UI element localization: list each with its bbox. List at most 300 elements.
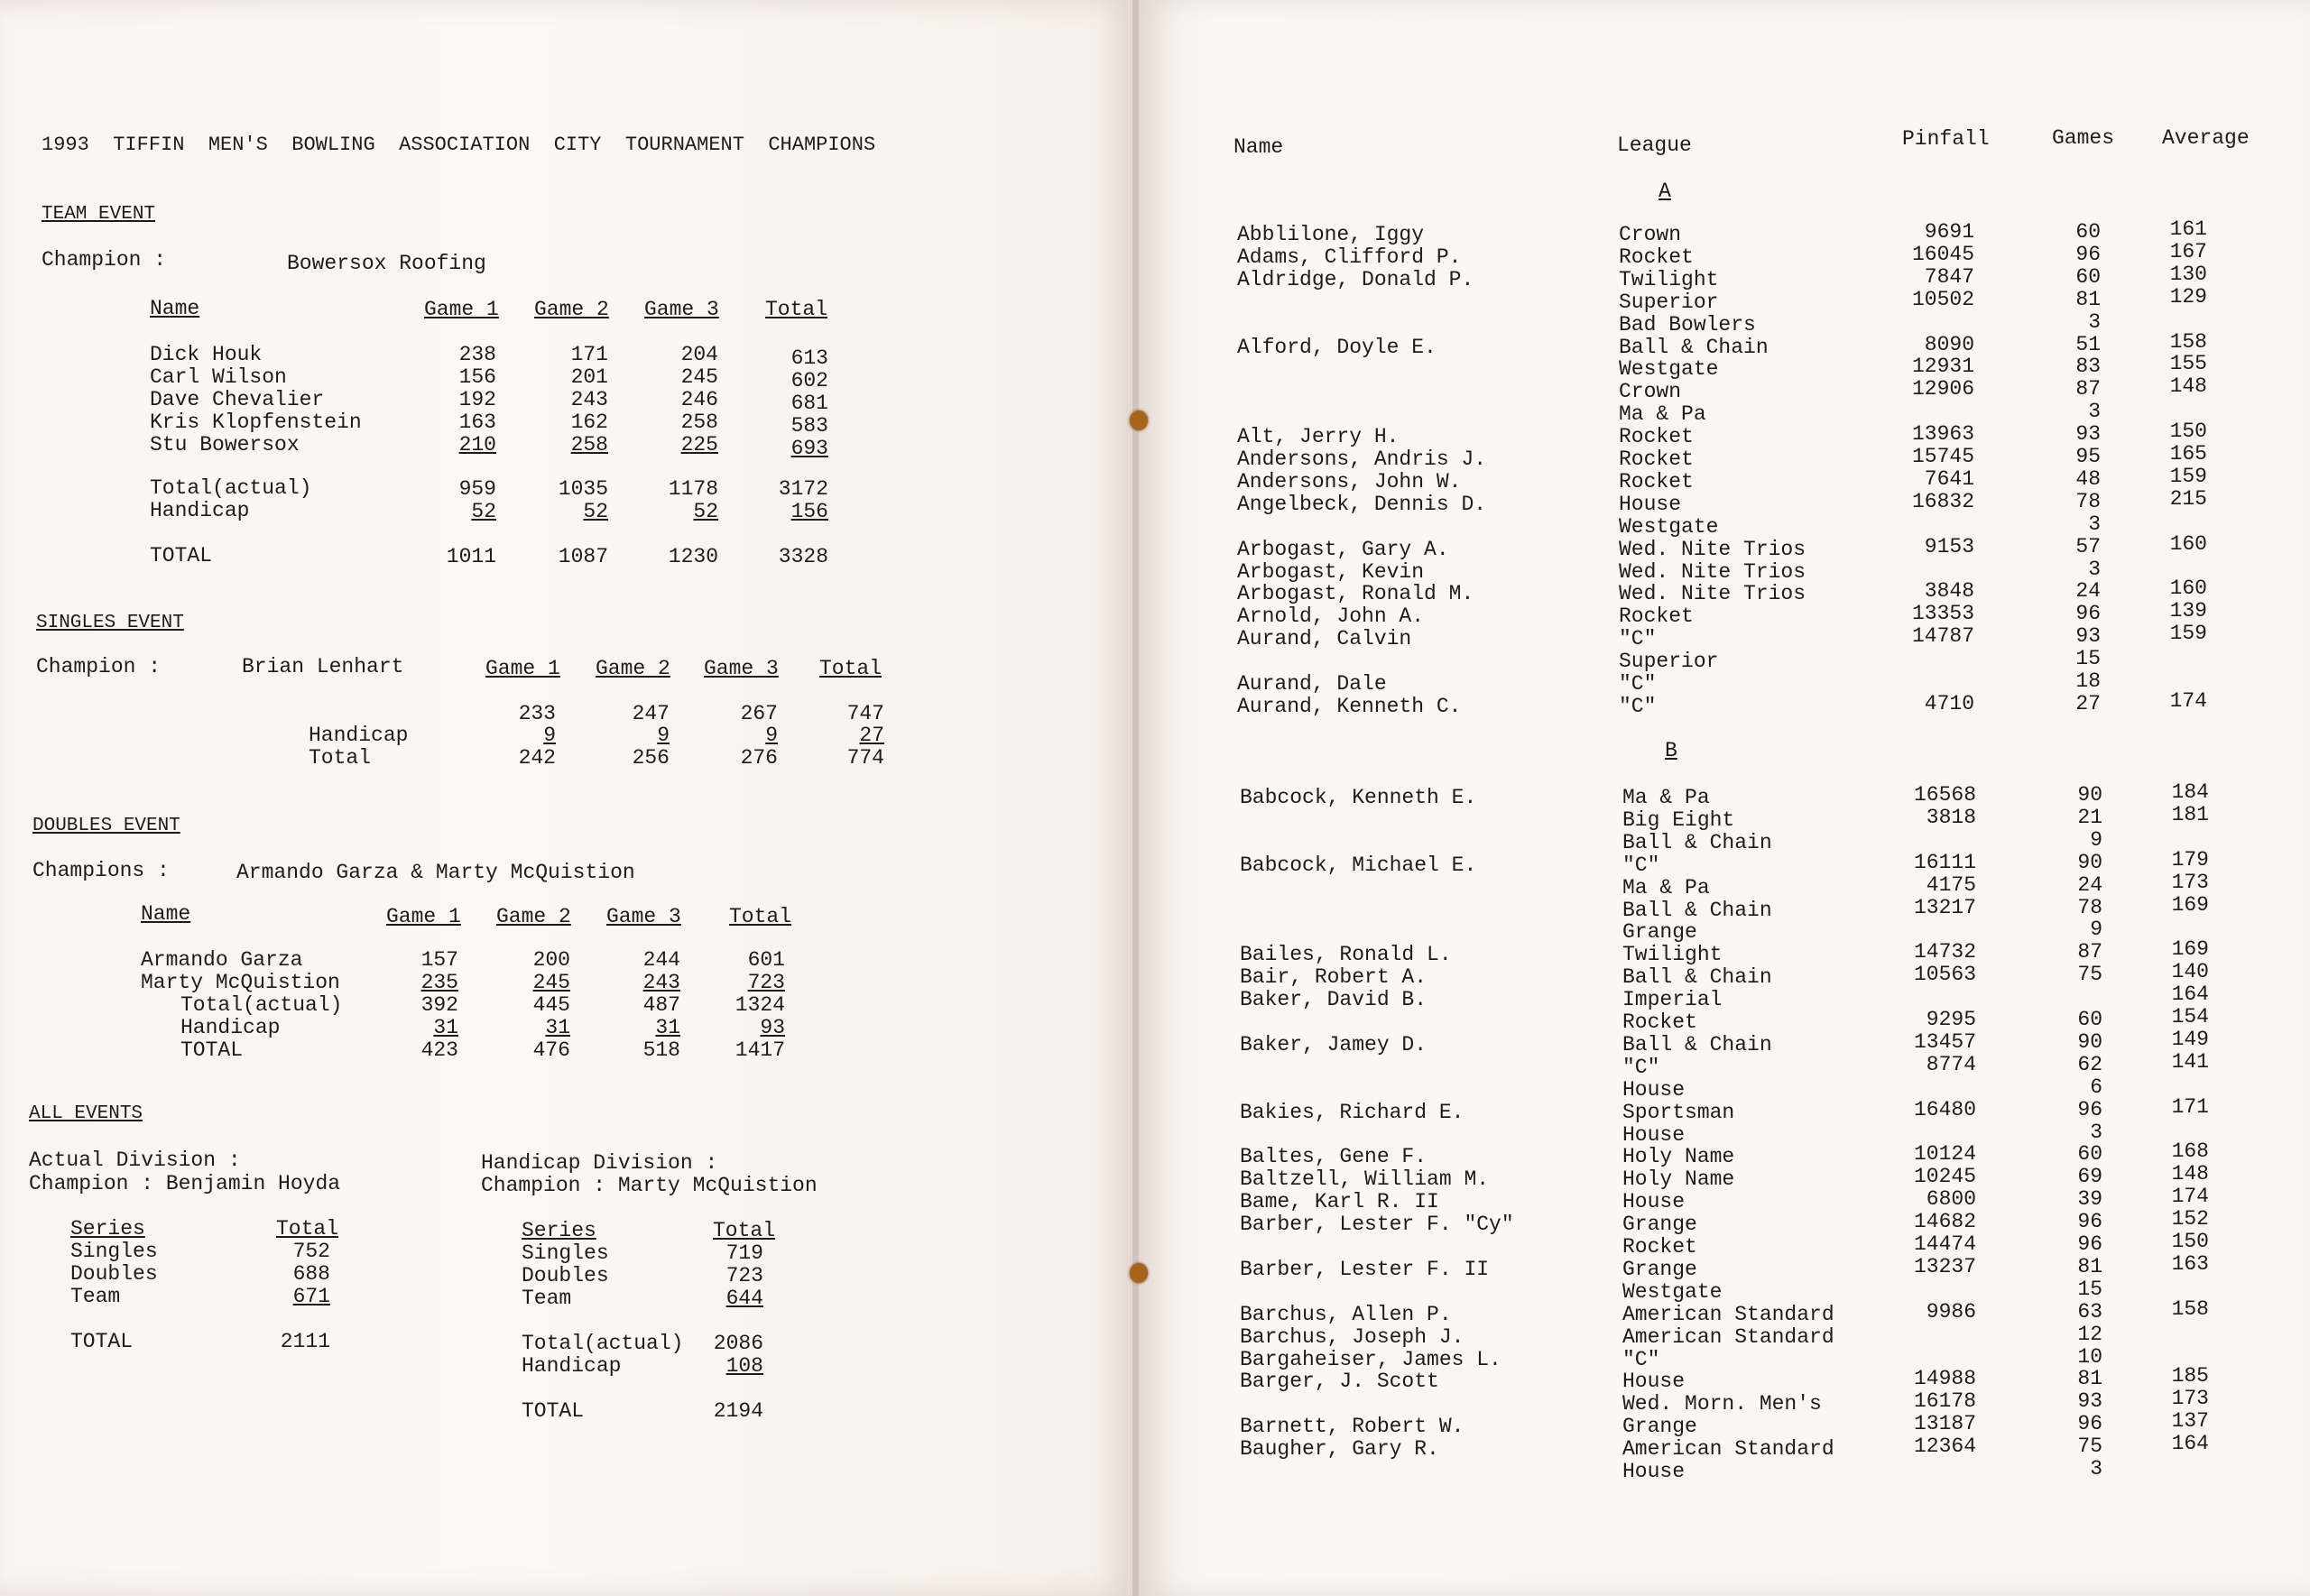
bowler-name: Andersons, John W.: [1237, 469, 1462, 494]
games-value: 24: [2077, 872, 2102, 897]
doubles-handicap-score: 93: [760, 1016, 785, 1039]
team-score: 245: [680, 365, 718, 389]
games-value: 6: [2090, 1075, 2102, 1099]
games-value: 57: [2075, 534, 2101, 558]
games-value: 96: [2077, 1097, 2102, 1121]
league-name: Holy Name: [1622, 1145, 1735, 1169]
team-champion-label: Champion :: [42, 248, 167, 272]
league-name: Wed. Nite Trios: [1619, 582, 1806, 606]
team-total-score: 1087: [558, 545, 608, 568]
doubles-header-game: Game 2: [496, 905, 571, 928]
league-name: House: [1622, 1460, 1686, 1483]
pinfall-value: 16111: [1913, 850, 1976, 874]
league-name: House: [1622, 1077, 1686, 1102]
header-pinfall: Pinfall: [1902, 127, 1990, 151]
league-name: American Standard: [1622, 1437, 1834, 1462]
handicap-series-total: 723: [725, 1264, 763, 1287]
league-name: Wed. Nite Trios: [1619, 559, 1806, 584]
singles-header: Total: [819, 657, 882, 680]
team-total-score: 1011: [446, 545, 496, 568]
league-name: "C": [1622, 1347, 1660, 1371]
league-name: House: [1622, 1370, 1686, 1394]
singles-handicap-score: 9: [543, 724, 556, 747]
bowler-name: Aldridge, Donald P.: [1237, 267, 1474, 291]
games-value: 51: [2075, 332, 2101, 356]
team-champion: Bowersox Roofing: [287, 252, 486, 275]
handicap-division-champion: Champion : Marty McQuistion: [481, 1174, 818, 1197]
league-name: Ball & Chain: [1622, 1032, 1772, 1056]
pinfall-value: 10124: [1913, 1142, 1976, 1167]
team-member-name: Dick Houk: [150, 343, 263, 366]
team-handicap-score: 156: [790, 500, 828, 523]
league-name: Grange: [1622, 1415, 1697, 1439]
team-score: 238: [458, 343, 496, 366]
actual-series-total: 688: [292, 1262, 330, 1286]
games-value: 90: [2077, 783, 2102, 807]
actual-series-label: Singles: [70, 1240, 158, 1263]
pinfall-value: 4710: [1924, 691, 1974, 715]
team-score: 192: [458, 388, 496, 411]
bowler-name: Aurand, Dale: [1237, 672, 1387, 696]
league-name: "C": [1622, 1055, 1660, 1079]
actual-total-value: 2111: [280, 1330, 330, 1353]
pinfall-value: 8774: [1926, 1052, 1976, 1076]
average-value: 164: [2171, 1432, 2209, 1456]
bowler-name: Barber, Lester F. "Cy": [1240, 1213, 1514, 1237]
league-name: Ma & Pa: [1622, 786, 1710, 809]
team-member-name: Kris Klopfenstein: [150, 411, 362, 434]
average-value: 155: [2169, 352, 2207, 376]
average-value: 168: [2171, 1139, 2209, 1164]
pinfall-value: 12364: [1913, 1435, 1976, 1459]
team-member-name: Carl Wilson: [150, 365, 287, 389]
team-score: 201: [570, 365, 608, 389]
games-value: 90: [2077, 1029, 2102, 1054]
games-value: 60: [2075, 264, 2101, 289]
games-value: 9: [2090, 827, 2102, 852]
bowler-name: Andersons, Andris J.: [1237, 447, 1487, 471]
singles-score: 233: [518, 702, 556, 725]
team-handicap-score: 52: [693, 500, 718, 523]
doubles-actual-score: 392: [420, 993, 458, 1017]
league-name: Rocket: [1622, 1235, 1697, 1259]
bowler-name: Arbogast, Gary A.: [1237, 537, 1449, 561]
team-member-name: Dave Chevalier: [150, 388, 325, 411]
average-value: 173: [2171, 1387, 2209, 1411]
doubles-score: 601: [747, 948, 785, 972]
games-value: 27: [2075, 691, 2101, 715]
games-value: 18: [2075, 669, 2101, 693]
average-value: 215: [2169, 486, 2207, 511]
bowler-name: Baker, David B.: [1240, 988, 1428, 1012]
doubles-header-game: Total: [729, 905, 792, 928]
bowler-name: Bame, Karl R. II: [1240, 1190, 1439, 1214]
league-name: American Standard: [1622, 1324, 1834, 1349]
games-value: 3: [2088, 557, 2101, 581]
doubles-header-game: Game 3: [606, 905, 681, 928]
average-value: 160: [2169, 531, 2207, 556]
average-value: 158: [2169, 329, 2207, 354]
section-b-letter: B: [1665, 739, 1677, 762]
handicap-series-label: Team: [522, 1287, 572, 1310]
singles-score: 747: [846, 702, 884, 725]
games-value: 15: [2077, 1277, 2102, 1301]
team-score: 693: [790, 437, 828, 460]
average-value: 165: [2169, 442, 2207, 466]
league-name: Rocket: [1619, 447, 1694, 471]
team-total-score: 3328: [778, 545, 828, 568]
average-value: 169: [2171, 937, 2209, 962]
header-league: League: [1617, 134, 1692, 157]
doubles-score: 200: [532, 948, 570, 972]
team-actual-label: Total(actual): [150, 476, 312, 500]
doubles-score: 235: [420, 971, 458, 994]
team-score: 602: [790, 369, 828, 392]
league-name: Ball & Chain: [1622, 830, 1772, 854]
singles-champion-label: Champion :: [36, 655, 162, 678]
doubles-member-name: Marty McQuistion: [141, 971, 340, 994]
actual-series-label: Team: [70, 1285, 121, 1308]
team-actual-score: 1178: [668, 477, 718, 501]
league-name: Holy Name: [1622, 1167, 1735, 1192]
average-value: 181: [2171, 802, 2209, 826]
league-name: Sportsman: [1622, 1100, 1735, 1124]
games-value: 93: [2075, 422, 2101, 447]
average-value: 169: [2171, 892, 2209, 917]
doubles-handicap-score: 31: [655, 1016, 680, 1039]
bowler-name: Barnett, Robert W.: [1240, 1415, 1465, 1439]
league-name: Rocket: [1619, 244, 1694, 269]
singles-header: Game 2: [596, 657, 670, 680]
league-name: "C": [1622, 853, 1660, 877]
handicap-actual-value: 2086: [713, 1332, 763, 1355]
team-total-label: TOTAL: [150, 544, 213, 567]
league-name: Ball & Chain: [1622, 898, 1772, 922]
pinfall-value: 14988: [1913, 1367, 1976, 1391]
header-average: Average: [2162, 126, 2250, 150]
doubles-handicap-label: Handicap: [180, 1016, 281, 1039]
staple-hole: [1130, 411, 1148, 430]
handicap-total-header: Total: [713, 1219, 776, 1242]
pinfall-value: 14682: [1913, 1210, 1976, 1234]
average-value: 141: [2171, 1049, 2209, 1074]
league-name: "C": [1619, 627, 1657, 651]
doubles-score: 245: [532, 971, 570, 994]
games-value: 21: [2077, 805, 2102, 829]
league-name: Westgate: [1619, 514, 1719, 539]
bowler-name: Bailes, Ronald L.: [1240, 943, 1452, 967]
pinfall-value: 9691: [1924, 220, 1974, 244]
team-score: 681: [790, 392, 828, 415]
bowler-name: Baltzell, William M.: [1240, 1167, 1490, 1192]
doubles-score: 723: [747, 971, 785, 994]
games-value: 12: [2077, 1322, 2102, 1346]
handicap-total-value: 2194: [713, 1399, 763, 1423]
actual-division-label: Actual Division :: [29, 1149, 241, 1172]
pinfall-value: 9986: [1926, 1299, 1976, 1324]
games-value: 15: [2075, 647, 2101, 671]
league-name: American Standard: [1622, 1302, 1834, 1326]
bowler-name: Bair, Robert A.: [1240, 965, 1428, 990]
pinfall-value: 13457: [1913, 1029, 1976, 1054]
team-score: 246: [680, 388, 718, 411]
league-name: Wed. Nite Trios: [1619, 537, 1806, 561]
doubles-total-score: 1417: [735, 1038, 785, 1062]
pinfall-value: 14474: [1913, 1232, 1976, 1256]
section-a-letter: A: [1659, 180, 1671, 203]
league-name: Twilight: [1622, 943, 1723, 967]
pinfall-value: 14732: [1913, 940, 1976, 964]
games-value: 78: [2075, 489, 2101, 513]
singles-handicap-score: 9: [765, 724, 778, 747]
average-value: 154: [2171, 1005, 2209, 1029]
singles-score: 247: [632, 702, 670, 725]
team-score: 163: [458, 411, 496, 434]
pinfall-value: 16832: [1911, 489, 1974, 513]
games-value: 62: [2077, 1052, 2102, 1076]
average-value: 158: [2171, 1296, 2209, 1321]
pinfall-value: 12906: [1911, 377, 1974, 401]
bowler-name: Barger, J. Scott: [1240, 1370, 1439, 1394]
team-score: 156: [458, 365, 496, 389]
games-value: 93: [2075, 624, 2101, 649]
league-name: "C": [1619, 694, 1657, 718]
bowler-name: Bargaheiser, James L.: [1240, 1347, 1502, 1371]
doubles-actual-score: 487: [642, 993, 680, 1017]
league-name: "C": [1619, 672, 1657, 696]
pinfall-value: 10563: [1913, 963, 1976, 987]
pinfall-value: 9295: [1926, 1008, 1976, 1031]
average-value: 150: [2171, 1230, 2209, 1253]
league-name: Superior: [1619, 650, 1719, 674]
average-value: 129: [2169, 284, 2207, 309]
pinfall-value: 13963: [1911, 422, 1974, 447]
average-value: 163: [2171, 1251, 2209, 1276]
games-value: 75: [2077, 1435, 2102, 1459]
games-value: 24: [2075, 579, 2101, 604]
average-value: 164: [2171, 983, 2209, 1007]
games-value: 48: [2075, 466, 2101, 491]
games-value: 3: [2088, 400, 2101, 424]
pinfall-value: 13187: [1913, 1412, 1976, 1436]
games-value: 60: [2075, 220, 2101, 244]
league-name: Ball & Chain: [1619, 335, 1769, 359]
singles-total-score: 256: [632, 746, 670, 770]
bowler-name: Alt, Jerry H.: [1237, 425, 1400, 449]
actual-division-champion: Champion : Benjamin Hoyda: [29, 1172, 341, 1195]
bowler-name: Alford, Doyle E.: [1237, 335, 1437, 359]
team-header-name: Name: [150, 297, 200, 320]
doubles-total-score: 423: [420, 1038, 458, 1062]
average-value: 137: [2171, 1409, 2209, 1434]
handicap-series-total: 719: [725, 1241, 763, 1265]
league-name: Ma & Pa: [1622, 875, 1710, 899]
pinfall-value: 16568: [1913, 783, 1976, 807]
games-value: 9: [2090, 918, 2102, 942]
games-value: 60: [2077, 1008, 2102, 1031]
league-name: Twilight: [1619, 267, 1719, 291]
league-name: Superior: [1619, 290, 1719, 314]
league-name: Rocket: [1622, 1010, 1697, 1034]
pinfall-value: 14787: [1911, 624, 1974, 649]
pinfall-value: 10245: [1913, 1165, 1976, 1189]
league-name: House: [1622, 1122, 1686, 1147]
team-score: 210: [458, 433, 496, 457]
pinfall-value: 13237: [1913, 1254, 1976, 1278]
doubles-actual-label: Total(actual): [180, 993, 343, 1017]
bowler-name: Barber, Lester F. II: [1240, 1257, 1490, 1281]
page-title: 1993 TIFFIN MEN'S BOWLING ASSOCIATION CITY TOURNAMENT CHAMPIONS: [42, 134, 876, 156]
league-name: Westgate: [1622, 1279, 1723, 1304]
average-value: 148: [2169, 374, 2207, 399]
average-value: 140: [2171, 960, 2209, 984]
bowler-name: Aurand, Kenneth C.: [1237, 694, 1462, 718]
pinfall-value: 9153: [1924, 534, 1974, 558]
bowler-name: Aurand, Calvin: [1237, 627, 1412, 651]
pinfall-value: 12931: [1911, 355, 1974, 379]
league-name: Grange: [1622, 920, 1697, 945]
pinfall-value: 7847: [1924, 264, 1974, 289]
singles-header: Game 3: [704, 657, 779, 680]
pinfall-value: 16045: [1911, 242, 1974, 266]
league-name: Crown: [1619, 380, 1682, 404]
league-name: Imperial: [1622, 988, 1723, 1012]
singles-total-score: 242: [518, 746, 556, 770]
games-value: 96: [2077, 1210, 2102, 1234]
pinfall-value: 13217: [1913, 895, 1976, 919]
singles-total-score: 774: [846, 746, 884, 770]
singles-handicap-score: 27: [859, 724, 884, 747]
book-spine: [1132, 0, 1139, 1596]
handicap-division-label: Handicap Division :: [481, 1151, 718, 1175]
average-value: 159: [2169, 464, 2207, 488]
games-value: 81: [2075, 287, 2101, 311]
league-name: Westgate: [1619, 357, 1719, 382]
league-name: House: [1622, 1190, 1686, 1214]
doubles-event-heading: DOUBLES EVENT: [32, 816, 180, 836]
league-name: Crown: [1619, 223, 1682, 246]
handicap-series-label: Doubles: [522, 1264, 609, 1287]
average-value: 184: [2171, 780, 2209, 804]
singles-handicap-score: 9: [657, 724, 670, 747]
team-total-score: 1230: [668, 545, 718, 568]
bowler-name: Bakies, Richard E.: [1240, 1100, 1465, 1124]
handicap-series-total: 644: [725, 1287, 763, 1310]
doubles-handicap-score: 31: [433, 1016, 458, 1039]
team-actual-score: 959: [458, 477, 496, 501]
bowler-name: Arbogast, Kevin: [1237, 559, 1425, 584]
league-name: Big Eight: [1622, 807, 1735, 832]
games-value: 10: [2077, 1344, 2102, 1369]
singles-handicap-label: Handicap: [309, 724, 409, 747]
team-header-game: Game 3: [644, 298, 719, 321]
actual-series-header: Series: [70, 1217, 145, 1241]
average-value: 149: [2171, 1027, 2209, 1051]
team-score: 162: [570, 411, 608, 434]
singles-event-heading: SINGLES EVENT: [36, 613, 184, 633]
pinfall-value: 6800: [1926, 1187, 1976, 1212]
doubles-actual-score: 1324: [735, 993, 785, 1017]
league-name: Rocket: [1619, 604, 1694, 629]
average-value: 171: [2171, 1094, 2209, 1119]
handicap-series-header: Series: [522, 1219, 596, 1242]
singles-header: Game 1: [485, 657, 560, 680]
team-handicap-label: Handicap: [150, 499, 250, 522]
pinfall-value: 15745: [1911, 445, 1974, 468]
pinfall-value: 3818: [1926, 805, 1976, 829]
games-value: 78: [2077, 895, 2102, 919]
average-value: 139: [2169, 599, 2207, 623]
actual-total-header: Total: [276, 1217, 339, 1241]
games-value: 87: [2077, 940, 2102, 964]
pinfall-value: 4175: [1926, 872, 1976, 897]
doubles-handicap-score: 31: [545, 1016, 570, 1039]
games-value: 39: [2077, 1187, 2102, 1212]
team-header-game: Game 1: [424, 298, 499, 321]
doubles-score: 243: [642, 971, 680, 994]
actual-series-label: Doubles: [70, 1262, 158, 1286]
games-value: 63: [2077, 1299, 2102, 1324]
team-score: 204: [680, 343, 718, 366]
singles-total-score: 276: [740, 746, 778, 770]
pinfall-value: 16480: [1913, 1097, 1976, 1121]
doubles-total-label: TOTAL: [180, 1038, 244, 1062]
actual-series-total: 671: [292, 1285, 330, 1308]
games-value: 81: [2077, 1254, 2102, 1278]
league-name: Bad Bowlers: [1619, 312, 1756, 337]
team-handicap-score: 52: [583, 500, 608, 523]
bowler-name: Angelbeck, Dennis D.: [1237, 492, 1487, 516]
team-score: 225: [680, 433, 718, 457]
average-value: 148: [2171, 1162, 2209, 1186]
games-value: 96: [2077, 1412, 2102, 1436]
staple-hole: [1130, 1263, 1148, 1283]
bowler-name: Arnold, John A.: [1237, 604, 1425, 629]
actual-series-total: 752: [292, 1240, 330, 1263]
pinfall-value: 10502: [1911, 287, 1974, 311]
doubles-header-game: Game 1: [386, 905, 461, 928]
team-header-game: Game 2: [534, 298, 609, 321]
bowler-name: Babcock, Kenneth E.: [1240, 786, 1477, 809]
bowler-name: Adams, Clifford P.: [1237, 244, 1462, 269]
games-value: 93: [2077, 1389, 2102, 1414]
team-score: 171: [570, 343, 608, 366]
games-value: 83: [2075, 355, 2101, 379]
games-value: 3: [2088, 309, 2101, 334]
league-name: Grange: [1622, 1257, 1697, 1281]
league-name: Wed. Morn. Men's: [1622, 1392, 1822, 1416]
bowler-name: Baltes, Gene F.: [1240, 1145, 1428, 1169]
team-header-game: Total: [765, 298, 828, 321]
average-value: 179: [2171, 847, 2209, 872]
pinfall-value: 13353: [1911, 602, 1974, 626]
doubles-champion: Armando Garza & Marty McQuistion: [236, 861, 635, 884]
league-name: Grange: [1622, 1213, 1697, 1237]
average-value: 160: [2169, 577, 2207, 601]
games-value: 95: [2075, 445, 2101, 468]
average-value: 167: [2169, 239, 2207, 263]
games-value: 96: [2075, 602, 2101, 626]
header-games: Games: [2052, 126, 2115, 150]
handicap-total-label: TOTAL: [522, 1399, 585, 1423]
bowler-name: Babcock, Michael E.: [1240, 853, 1477, 877]
doubles-score: 157: [420, 948, 458, 972]
team-event-heading: TEAM EVENT: [42, 204, 156, 225]
games-value: 60: [2077, 1142, 2102, 1167]
average-value: 174: [2171, 1185, 2209, 1209]
average-value: 159: [2169, 622, 2207, 646]
bowler-name: Arbogast, Ronald M.: [1237, 582, 1474, 606]
